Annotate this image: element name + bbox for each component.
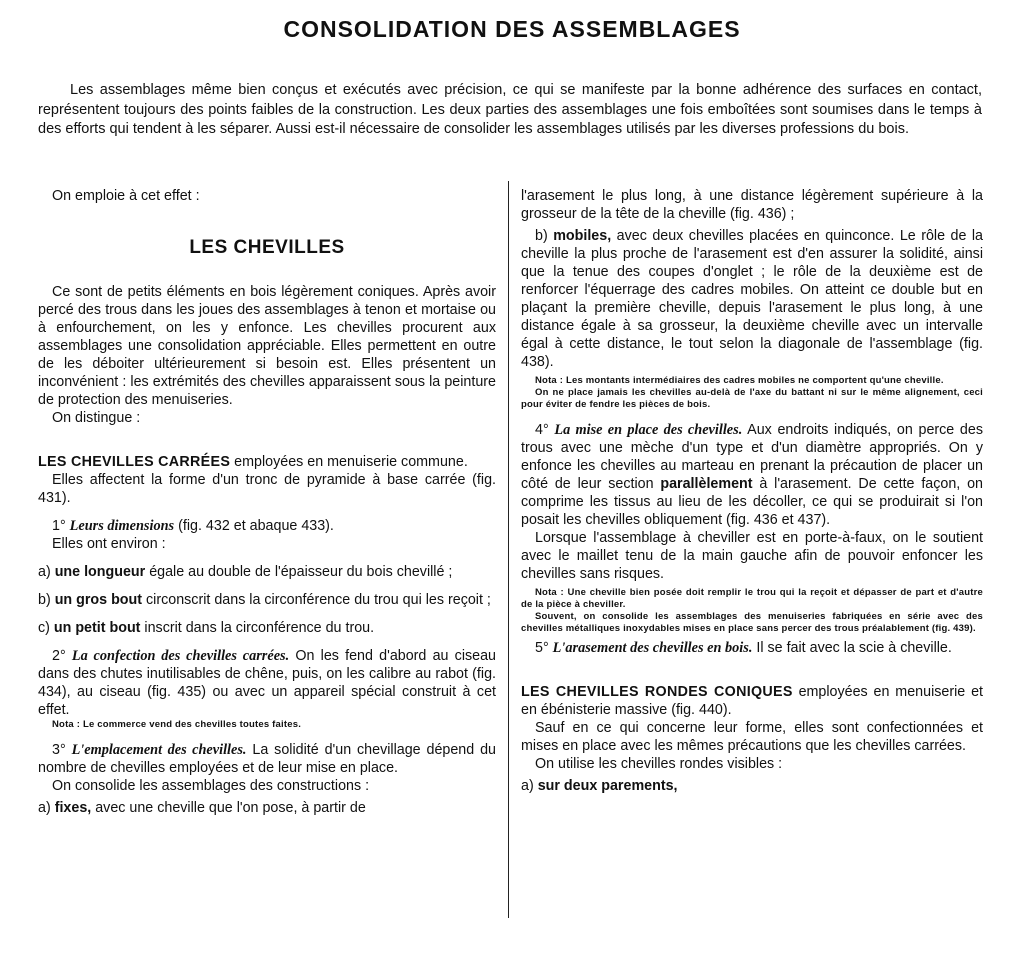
section-3-sub: On consolide les assemblages des constructions : [52, 778, 370, 794]
page-title: CONSOLIDATION DES ASSEMBLAGES [283, 16, 741, 42]
distinguish-text: On distingue : [52, 410, 141, 426]
note-cheville-posee: Nota : Une cheville bien posée doit remplir le trou qui la reçoit et dépasser de part et d'autre de la pièce à cheviller. [521, 587, 983, 610]
item-c-petit-bout: c) un petit bout inscrit dans la circonférence du trou. [38, 620, 375, 636]
left-column [38, 187, 496, 817]
continuation-text: l'arasement le plus long, à une distance légèrement supérieure à la grosseur de la tête de la cheville (fig. 436) ; [521, 188, 983, 222]
section-1-sub: Elles ont environ : [52, 536, 166, 552]
carrees-heading: LES CHEVILLES CARRÉES [38, 454, 231, 470]
intro-paragraph [38, 81, 982, 140]
item-a-parements: a) sur deux parements, [521, 778, 678, 794]
rondes-heading: LES CHEVILLES RONDES CONIQUES [521, 684, 793, 700]
column-divider [508, 181, 509, 918]
item-b-mobiles: b) mobiles, avec deux chevilles placées en quinconce. Le rôle de la cheville la plus proche de l'arasement est d'en assurer la solidité, ainsi que la tenue des coupes d'onglet ; le rôle de la deuxième est de renforcer l'équerrage des cadres mobiles. On atteint ce double but en plaçant la première cheville, depuis l'arasement le plus long, à une distance égale à sa grosseur, la deuxième cheville avec un intervalle égal à cette distance, le tout selon la diagonale de l'assemblage (fig. 438). [521, 228, 984, 370]
section-3: 3° L'emplacement des chevilles. La solidité d'un chevillage dépend du nombre de chevilles employées et de leur mise en place. [38, 742, 496, 776]
section-2: 2° La confection des chevilles carrées. On les fend d'abord au ciseau dans des chutes inutilisables de chêne, puis, on les calibre au rabot (fig. 434), au ciseau (fig. 435) ou avec un appareil spécial construit à cet effet. [38, 648, 496, 718]
item-b-gros-bout: b) un gros bout circonscrit dans la circonférence du trou qui les reçoit ; [38, 592, 491, 608]
section-5: 5° L'arasement des chevilles en bois. Il se fait avec la scie à cheville. [535, 640, 952, 656]
section-4: 4° La mise en place des chevilles. Aux endroits indiqués, on perce des trous avec une mèche d'un type et d'un diamètre appropriés. On y enfonce les chevilles au marteau en prenant la précaution de placer un côté de leur section parallèlement à l'arasement. De cette façon, on comprime les tissus au lieu de les décoller, ce qui se produirait si l'on posait les chevilles obliquement (fig. 436 et 437). [521, 422, 983, 528]
right-column [521, 187, 983, 795]
item-a-longueur: a) une longueur égale au double de l'épaisseur du bois chevillé ; [38, 564, 453, 580]
carrees-intro: LES CHEVILLES CARRÉES employées en menuiserie commune. [38, 454, 468, 470]
intro-text: Les assemblages même bien conçus et exécutés avec précision, ce qui se manifeste par la bonne adhérence des surfaces en contact, représentent toujours des points faibles de la construction. Les deux parties des assemblages une fois emboîtées sont soumises dans le temps à des efforts qui tendent à les séparer. Aussi est-il nécessaire de consolider les assemblages utilisés par les diverses professions du bois. [38, 82, 982, 137]
section-heading-chevilles: LES CHEVILLES [189, 237, 345, 258]
carrees-paragraph: Elles affectent la forme d'un tronc de pyramide à base carrée (fig. 431). [38, 472, 496, 506]
note-commerce: Nota : Le commerce vend des chevilles toutes faites. [52, 719, 302, 730]
chevilles-paragraph: Ce sont de petits éléments en bois légèrement coniques. Après avoir percé des trous dans les joues des assemblages à tenon et mortaise ou à enfourchement, on les y enfonce. Les chevilles procurent aux assemblages une consolidation appréciable. Elles permettent en outre de les déboiter ultérieurement si besoin est. Elles présentent un inconvénient : les extrémités des chevilles apparaissent sous la peinture de protection des menuiseries. [38, 284, 496, 408]
rondes-sub: On utilise les chevilles rondes visibles : [535, 756, 783, 772]
section-1: 1° Leurs dimensions (fig. 432 et abaque 433). [52, 518, 334, 534]
rondes-intro: LES CHEVILLES RONDES CONIQUES employées en menuiserie et en ébénisterie massive (fig. 440). [521, 684, 983, 718]
lead-text: On emploie à cet effet : [52, 188, 200, 204]
section-4-porte-a-faux: Lorsque l'assemblage à cheviller est en porte-à-faux, on le soutient avec le maillet tenu de la main gauche afin de pouvoir enfoncer les chevilles sans risques. [521, 530, 983, 582]
item-a-fixes: a) fixes, avec une cheville que l'on pose, à partir de [38, 800, 366, 816]
rondes-paragraph: Sauf en ce qui concerne leur forme, elles sont confectionnées et mises en place avec les mêmes précautions que les chevilles carrées. [521, 720, 983, 754]
note-alignement: On ne place jamais les chevilles au-delà de l'axe du battant ni sur le même alignement, ceci pour éviter de fendre les pièces de bois. [521, 387, 983, 410]
note-montants: Nota : Les montants intermédiaires des cadres mobiles ne comportent qu'une cheville. [535, 375, 944, 386]
note-metalliques: Souvent, on consolide les assemblages des menuiseries fabriquées en série avec des chevilles métalliques inoxydables mises en place sans percer des trous préalablement (fig. 439). [521, 611, 983, 634]
